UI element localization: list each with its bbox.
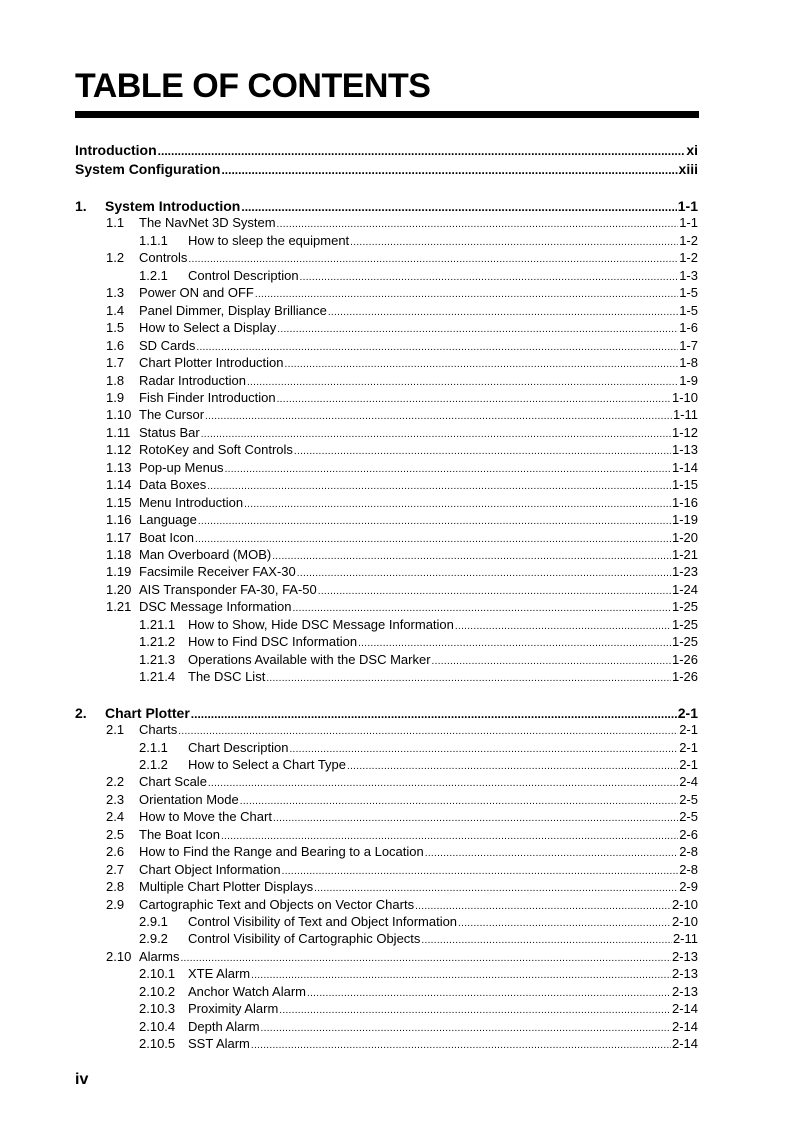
toc-entry-number: 1.1.1 (139, 232, 168, 248)
toc-entry-title: How to sleep the equipment (188, 232, 350, 248)
toc-leader-dots (421, 933, 672, 947)
toc-section-entry[interactable] (106, 477, 698, 493)
toc-entry-page: 1-24 (671, 581, 698, 597)
toc-entry-page: 2-14 (671, 1001, 698, 1017)
toc-entry-title: The Cursor (139, 407, 205, 423)
toc-leader-dots (221, 162, 677, 177)
toc-section-entry[interactable] (106, 495, 698, 511)
toc-leader-dots (415, 899, 671, 913)
toc-leader-dots (251, 968, 671, 982)
toc-entry-page: 2-9 (679, 879, 698, 895)
toc-entry-page: 2-8 (679, 844, 698, 860)
toc-entry-title: Language (139, 512, 197, 528)
toc-entry-title: Chart Plotter Introduction (139, 355, 284, 371)
toc-section-entry[interactable] (106, 862, 698, 878)
toc-entry-page: 1-15 (671, 477, 698, 493)
toc-entry-number: 1. (75, 198, 87, 214)
toc-entry-number: 1.21.4 (139, 669, 176, 685)
toc-section-entry[interactable] (106, 809, 698, 825)
toc-leader-dots (282, 864, 679, 878)
toc-entry-title: Control Visibility of Cartographic Objects (188, 931, 421, 947)
toc-entry-page: 2-1 (679, 722, 698, 738)
toc-entry-title: Control Visibility of Text and Object Information (188, 914, 458, 929)
toc-leader-dots (294, 444, 671, 458)
toc-entry-page: 2-10 (671, 896, 698, 912)
toc-leader-dots (240, 794, 678, 808)
toc-section-entry[interactable] (106, 564, 698, 580)
toc-leader-dots (272, 549, 671, 563)
toc-entry-page: 1-25 (671, 616, 698, 632)
toc-leader-dots (307, 986, 671, 1000)
toc-section-entry[interactable] (106, 774, 698, 790)
toc-leader-dots (191, 706, 677, 721)
toc-entry-number: 1.18 (106, 547, 132, 562)
toc-entry-page: 1-16 (671, 494, 698, 510)
toc-leader-dots (205, 409, 672, 423)
toc-entry-title: Data Boxes (139, 477, 207, 493)
toc-entry-number: 2.1.1 (139, 739, 168, 755)
toc-entry-page: 2-6 (679, 826, 698, 842)
toc-chapter-entry[interactable] (75, 198, 698, 214)
toc-section-entry[interactable] (106, 722, 698, 738)
toc-entry-number: 2.9.1 (139, 914, 168, 929)
toc-section-entry[interactable] (106, 407, 698, 423)
toc-chapter-entry[interactable] (75, 161, 698, 177)
toc-entry-number: 2.10.3 (139, 1001, 176, 1017)
toc-entry-page: 2-13 (671, 948, 698, 964)
toc-leader-dots (195, 532, 671, 546)
toc-entry-title: Chart Scale (139, 774, 207, 790)
toc-leader-dots (196, 340, 678, 354)
toc-section-entry[interactable] (106, 547, 698, 563)
toc-subsection-entry[interactable] (139, 669, 698, 685)
toc-entry-number: 2.7 (106, 861, 125, 877)
toc-entry-number: 2.10.4 (139, 1018, 176, 1034)
toc-entry-title: The NavNet 3D System (139, 215, 276, 231)
toc-leader-dots (201, 427, 671, 441)
toc-section-entry[interactable] (106, 285, 698, 301)
toc-entry-title: Charts (139, 722, 178, 738)
toc-entry-title: Power ON and OFF (139, 285, 254, 301)
toc-leader-dots (289, 742, 678, 756)
toc-entry-title: How to Select a Chart Type (188, 756, 347, 772)
toc-section-entry[interactable] (106, 442, 698, 458)
toc-leader-dots (292, 601, 671, 615)
toc-entry-title: How to Select a Display (139, 320, 277, 336)
toc-entry-title: The DSC List (188, 669, 266, 685)
toc-entry-page: 2-13 (671, 983, 698, 999)
toc-entry-number: 1.3 (106, 285, 125, 301)
toc-section-entry[interactable] (106, 879, 698, 895)
toc-entry-number: 1.11 (106, 424, 131, 440)
toc-entry-page: 2-4 (679, 774, 698, 790)
toc-entry-title: Chart Plotter (105, 704, 190, 721)
toc-entry-page: 2-14 (671, 1036, 698, 1052)
toc-entry-number: 1.6 (106, 337, 125, 353)
toc-entry-title: Multiple Chart Plotter Displays (139, 879, 314, 895)
toc-entry-title: Fish Finder Introduction (139, 389, 276, 405)
toc-section-entry[interactable] (106, 512, 698, 528)
toc-subsection-entry[interactable] (139, 931, 698, 947)
toc-section-entry[interactable] (106, 827, 698, 843)
toc-section-entry[interactable] (106, 425, 698, 441)
toc-entry-page: 1-12 (671, 424, 698, 440)
toc-entry-title: RotoKey and Soft Controls (139, 442, 293, 458)
toc-entry-page: 1-23 (671, 564, 698, 580)
toc-leader-dots (350, 235, 678, 249)
toc-leader-dots (318, 584, 671, 598)
toc-entry-title: Orientation Mode (139, 791, 239, 807)
toc-entry-number: 2.1 (106, 722, 125, 738)
toc-entry-page: 1-20 (671, 529, 698, 545)
toc-entry-number: 1.14 (106, 477, 132, 493)
toc-entry-title: Boat Icon (139, 529, 194, 545)
toc-entry-page: 1-6 (679, 320, 698, 336)
toc-entry-number: 2.4 (106, 809, 125, 825)
toc-entry-title: DSC Message Information (139, 599, 292, 615)
toc-entry-page: 2-8 (679, 861, 698, 877)
toc-leader-dots (247, 375, 678, 389)
toc-entry-title: Introduction (75, 142, 157, 158)
toc-leader-dots (277, 322, 678, 336)
toc-leader-dots (297, 566, 671, 580)
toc-entry-number: 1.13 (106, 459, 132, 475)
toc-chapter-entry[interactable] (75, 142, 698, 158)
toc-leader-dots (432, 654, 671, 668)
toc-entry-title: Operations Available with the DSC Marker (188, 651, 431, 667)
toc-entry-title: Chart Description (188, 739, 289, 755)
toc-entry-number: 1.4 (106, 302, 125, 318)
toc-entry-title: Status Bar (139, 424, 200, 440)
toc-entry-page: 2-5 (679, 791, 698, 807)
toc-entry-page: xiii (678, 161, 698, 177)
toc-leader-dots (178, 724, 678, 738)
toc-entry-page: 2-13 (671, 966, 698, 982)
toc-entry-number: 1.17 (106, 529, 132, 545)
toc-leader-dots (244, 497, 671, 511)
page-number: iv (75, 1071, 89, 1088)
toc-entry-number: 2.3 (106, 791, 125, 807)
toc-leader-dots (266, 671, 671, 685)
toc-entry-page: 1-13 (671, 442, 698, 458)
toc-entry-page: 1-19 (671, 512, 698, 528)
toc-entry-page: 1-21 (671, 547, 698, 562)
toc-entry-number: 2. (75, 704, 87, 721)
toc-entry-number: 2.8 (106, 879, 125, 895)
toc-entry-number: 1.2.1 (139, 267, 168, 283)
toc-entry-number: 1.1 (106, 215, 125, 231)
toc-leader-dots (241, 199, 676, 214)
toc-entry-number: 1.16 (106, 512, 132, 528)
title-rule (75, 111, 699, 118)
toc-entry-title: How to Move the Chart (139, 809, 272, 825)
toc-entry-title: AIS Transponder FA-30, FA-50 (139, 581, 317, 597)
toc-subsection-entry[interactable] (139, 617, 698, 633)
toc-subsection-entry[interactable] (139, 1036, 698, 1052)
toc-entry-title: System Configuration (75, 161, 221, 177)
toc-subsection-entry[interactable] (139, 634, 698, 650)
toc-leader-dots (314, 881, 678, 895)
toc-leader-dots (277, 392, 671, 406)
toc-subsection-entry[interactable] (139, 268, 698, 284)
toc-leader-dots (207, 479, 671, 493)
toc-leader-dots (277, 217, 679, 231)
toc-section-entry[interactable] (106, 844, 698, 860)
toc-section-entry[interactable] (106, 949, 698, 965)
toc-entry-number: 1.15 (106, 494, 132, 510)
toc-entry-page: 1-3 (679, 267, 698, 283)
toc-leader-dots (455, 619, 671, 633)
toc-leader-dots (358, 636, 671, 650)
toc-entry-page: 1-14 (671, 459, 698, 475)
toc-section-entry[interactable] (106, 215, 698, 231)
toc-leader-dots (261, 1021, 671, 1035)
toc-entry-number: 1.19 (106, 564, 132, 580)
toc-entry-title: SST Alarm (188, 1036, 250, 1052)
toc-entry-number: 1.21.3 (139, 651, 176, 667)
toc-section-entry[interactable] (106, 338, 698, 354)
toc-entry-page: 1-1 (679, 215, 698, 231)
toc-entry-number: 1.8 (106, 372, 125, 388)
toc-entry-page: 2-10 (671, 914, 698, 929)
toc-entry-page: 1-25 (671, 599, 698, 615)
toc-chapter-entry[interactable] (75, 705, 698, 721)
toc-entry-title: System Introduction (105, 198, 241, 214)
toc-entry-number: 1.5 (106, 320, 125, 336)
toc-subsection-entry[interactable] (139, 233, 698, 249)
toc-section-entry[interactable] (106, 373, 698, 389)
toc-entry-title: Radar Introduction (139, 372, 246, 388)
toc-entry-page: 1-1 (677, 198, 698, 214)
toc-entry-page: 2-1 (679, 739, 698, 755)
toc-leader-dots (198, 514, 671, 528)
toc-entry-number: 1.21.1 (139, 616, 176, 632)
toc-entry-page: 1-11 (672, 407, 698, 423)
toc-entry-number: 2.9 (106, 896, 125, 912)
toc-entry-number: 1.20 (106, 581, 132, 597)
toc-entry-title: Controls (139, 250, 188, 266)
toc-entry-number: 1.12 (106, 442, 132, 458)
toc-subsection-entry[interactable] (139, 652, 698, 668)
toc-section-entry[interactable] (106, 303, 698, 319)
toc-entry-number: 2.10 (106, 948, 132, 964)
toc-leader-dots (251, 1038, 671, 1052)
toc-entry-page: 1-2 (679, 232, 698, 248)
toc-section-entry[interactable] (106, 390, 698, 406)
toc-entry-page: 1-5 (679, 285, 698, 301)
toc-entry-title: Depth Alarm (188, 1018, 260, 1034)
toc-entry-title: Man Overboard (MOB) (139, 547, 272, 562)
toc-entry-title: How to Find the Range and Bearing to a Location (139, 844, 424, 860)
toc-entry-number: 1.21.2 (139, 634, 176, 650)
toc-entry-title: SD Cards (139, 337, 196, 353)
toc-entry-page: 1-7 (679, 337, 698, 353)
toc-entry-title: Pop-up Menus (139, 459, 224, 475)
toc-entry-title: How to Show, Hide DSC Message Information (188, 616, 454, 632)
toc-entry-title: The Boat Icon (139, 826, 220, 842)
toc-section-entry[interactable] (106, 792, 698, 808)
toc-section-entry[interactable] (106, 599, 698, 615)
toc-leader-dots (458, 916, 671, 930)
toc-entry-number: 1.21 (106, 599, 132, 615)
toc-entry-page: xi (686, 142, 698, 158)
toc-entry-number: 2.2 (106, 774, 125, 790)
toc-entry-number: 1.9 (106, 389, 125, 405)
toc-leader-dots (347, 759, 678, 773)
toc-section-entry[interactable] (106, 582, 698, 598)
toc-entry-number: 1.2 (106, 250, 125, 266)
toc-section-entry[interactable] (106, 250, 698, 266)
toc-entry-number: 2.1.2 (139, 756, 168, 772)
page-title: TABLE OF CONTENTS (75, 67, 431, 105)
toc-subsection-entry[interactable] (139, 1001, 698, 1017)
toc-section-entry[interactable] (106, 355, 698, 371)
toc-entry-number: 2.9.2 (139, 931, 168, 947)
toc-section-entry[interactable] (106, 897, 698, 913)
toc-subsection-entry[interactable] (139, 740, 698, 756)
toc-leader-dots (279, 1003, 671, 1017)
toc-subsection-entry[interactable] (139, 914, 698, 930)
toc-leader-dots (285, 357, 679, 371)
toc-entry-page: 2-1 (677, 704, 698, 721)
toc-entry-page: 1-8 (679, 355, 698, 371)
toc-leader-dots (255, 287, 678, 301)
toc-entry-title: How to Find DSC Information (188, 634, 358, 650)
toc-entry-page: 1-10 (671, 389, 698, 405)
toc-subsection-entry[interactable] (139, 966, 698, 982)
toc-entry-title: Cartographic Text and Objects on Vector Charts (139, 896, 415, 912)
toc-entry-title: Anchor Watch Alarm (188, 983, 307, 999)
toc-leader-dots (273, 811, 678, 825)
toc-entry-title: Alarms (139, 948, 180, 964)
toc-leader-dots (158, 143, 686, 158)
toc-entry-page: 2-11 (672, 931, 698, 947)
toc-entry-title: Menu Introduction (139, 494, 244, 510)
toc-entry-page: 1-5 (679, 302, 698, 318)
toc-leader-dots (328, 305, 678, 319)
toc-entry-number: 1.7 (106, 355, 125, 371)
toc-entry-page: 1-26 (671, 651, 698, 667)
toc-section-entry[interactable] (106, 320, 698, 336)
toc-entry-number: 2.5 (106, 826, 125, 842)
toc-entry-title: XTE Alarm (188, 966, 251, 982)
toc-subsection-entry[interactable] (139, 1019, 698, 1035)
toc-subsection-entry[interactable] (139, 984, 698, 1000)
toc-entry-page: 2-5 (679, 809, 698, 825)
toc-leader-dots (180, 951, 671, 965)
toc-entry-page: 1-2 (679, 250, 698, 266)
toc-entry-title: Facsimile Receiver FAX-30 (139, 564, 296, 580)
toc-entry-page: 2-1 (679, 756, 698, 772)
toc-entry-number: 2.10.2 (139, 983, 176, 999)
toc-entry-number: 2.10.5 (139, 1036, 176, 1052)
toc-entry-title: Proximity Alarm (188, 1001, 279, 1017)
toc-subsection-entry[interactable] (139, 757, 698, 773)
toc-entry-number: 2.10.1 (139, 966, 176, 982)
toc-leader-dots (188, 252, 678, 266)
toc-leader-dots (221, 829, 678, 843)
toc-entry-page: 1-25 (671, 634, 698, 650)
toc-leader-dots (425, 846, 678, 860)
toc-entry-number: 2.6 (106, 844, 125, 860)
toc-section-entry[interactable] (106, 530, 698, 546)
toc-entry-page: 2-14 (671, 1018, 698, 1034)
toc-entry-page: 1-26 (671, 669, 698, 685)
toc-leader-dots (225, 462, 671, 476)
toc-leader-dots (300, 270, 679, 284)
toc-entry-title: Panel Dimmer, Display Brilliance (139, 302, 327, 318)
toc-leader-dots (208, 776, 678, 790)
toc-entry-title: Control Description (188, 267, 299, 283)
toc-entry-title: Chart Object Information (139, 861, 281, 877)
toc-entry-number: 1.10 (106, 407, 132, 423)
toc-section-entry[interactable] (106, 460, 698, 476)
toc-entry-page: 1-9 (679, 372, 698, 388)
